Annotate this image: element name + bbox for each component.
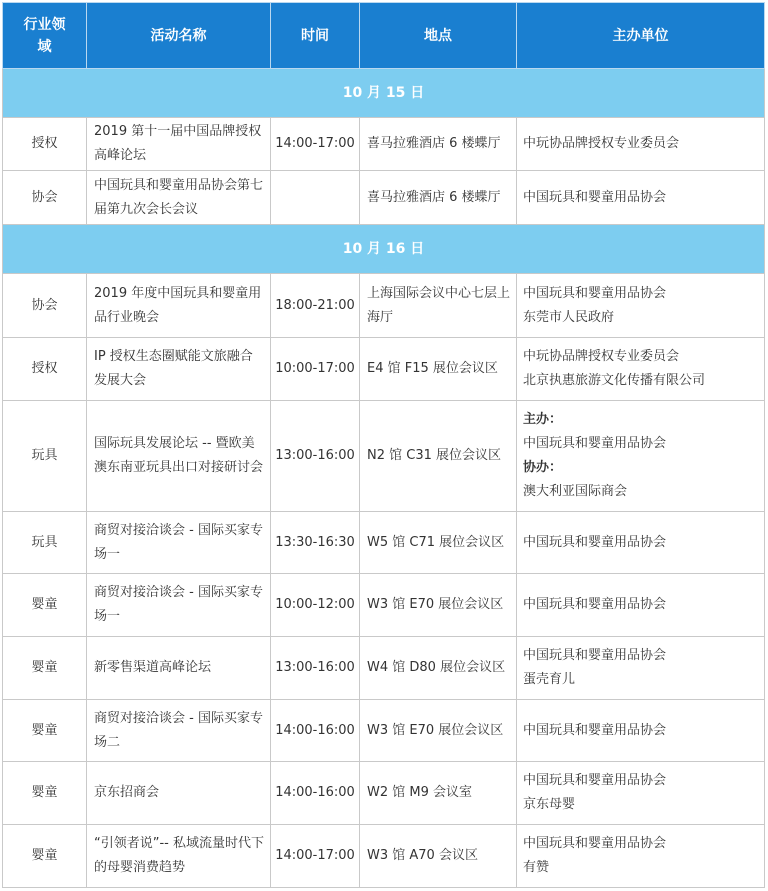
field-cell: 玩具: [3, 401, 87, 512]
field-cell: 婴童: [3, 574, 87, 637]
date-row: [3, 69, 765, 118]
table-row: [3, 700, 765, 762]
time-cell: 10:00-12:00: [271, 574, 360, 637]
organizer-name: 中国玩具和婴童用品协会: [523, 534, 667, 550]
time-cell: 14:00-17:00: [271, 825, 360, 888]
event-name-cell: 商贸对接洽谈会 - 国际买家专场一: [87, 512, 271, 574]
organizer-name: 蛋壳育儿: [523, 672, 576, 687]
location-cell: N2 馆 C31 展位会议区: [360, 401, 517, 512]
event-name-cell: 2019 年度中国玩具和婴童用品行业晚会: [87, 274, 271, 338]
time-cell: 13:30-16:30: [271, 512, 360, 574]
table-row: [3, 118, 765, 171]
organizer-cell: [517, 118, 765, 171]
organizer-name: 中国玩具和婴童用品协会: [523, 648, 667, 663]
event-name-cell: IP 授权生态圈赋能文旅融合发展大会: [87, 338, 271, 401]
field-cell: 协会: [3, 171, 87, 225]
header-time: 时间: [271, 3, 360, 69]
location-cell: W3 馆 A70 会议区: [360, 825, 517, 888]
field-cell: 玩具: [3, 512, 87, 574]
location-cell: E4 馆 F15 展位会议区: [360, 338, 517, 401]
organizer-name: 中玩协品牌授权专业委员会: [523, 349, 680, 364]
table-row: [3, 171, 765, 225]
event-name-cell: 中国玩具和婴童用品协会第七届第九次会长会议: [87, 171, 271, 225]
time-cell: 14:00-16:00: [271, 762, 360, 825]
event-schedule-table: [2, 2, 765, 888]
location-cell: W5 馆 C71 展位会议区: [360, 512, 517, 574]
organizer-name: 中国玩具和婴童用品协会: [523, 285, 667, 301]
field-cell: 婴童: [3, 637, 87, 700]
organizer-cell: [517, 401, 765, 512]
organizer-cell: [517, 637, 765, 700]
table-row: [3, 338, 765, 401]
organizer-name: 中国玩具和婴童用品协会: [523, 189, 667, 205]
header-organizer: 主办单位: [517, 3, 765, 69]
event-name-cell: 京东招商会: [87, 762, 271, 825]
organizer-name: 中玩协品牌授权专业委员会: [523, 136, 680, 151]
field-cell: 婴童: [3, 700, 87, 762]
field-cell: 婴童: [3, 762, 87, 825]
time-cell: 14:00-16:00: [271, 700, 360, 762]
organizer-name: 有赞: [523, 860, 550, 875]
table-row: [3, 574, 765, 637]
organizer-name: 中国玩具和婴童用品协会: [523, 836, 667, 851]
organizer-name: 京东母婴: [523, 797, 576, 812]
table-row: [3, 825, 765, 888]
organizer-cell: [517, 171, 765, 225]
organizer-cell: [517, 274, 765, 338]
time-cell: [271, 171, 360, 225]
location-cell: W3 馆 E70 展位会议区: [360, 574, 517, 637]
table-header: [3, 3, 765, 69]
organizer-cell: [517, 338, 765, 401]
time-cell: 18:00-21:00: [271, 274, 360, 338]
event-name-cell: 商贸对接洽谈会 - 国际买家专场二: [87, 700, 271, 762]
organizer-name: 澳大利亚国际商会: [523, 484, 628, 499]
date-label: 10 月 16 日: [3, 225, 765, 274]
organizer-name: 中国玩具和婴童用品协会: [523, 436, 667, 451]
header-event-name: 活动名称: [87, 3, 271, 69]
time-cell: 13:00-16:00: [271, 637, 360, 700]
field-cell: 授权: [3, 118, 87, 171]
organizer-role-label: 主办：: [523, 412, 563, 427]
field-cell: 授权: [3, 338, 87, 401]
location-cell: 喜马拉雅酒店 6 楼蝶厅: [360, 118, 517, 171]
event-name-cell: 国际玩具发展论坛 -- 暨欧美澳东南亚玩具出口对接研讨会: [87, 401, 271, 512]
organizer-name: 中国玩具和婴童用品协会: [523, 722, 667, 738]
header-location: 地点: [360, 3, 517, 69]
organizer-cell: [517, 574, 765, 637]
organizer-cell: [517, 512, 765, 574]
event-name-cell: “引领者说”-- 私域流量时代下的母婴消费趋势: [87, 825, 271, 888]
event-name-cell: 新零售渠道高峰论坛: [87, 637, 271, 700]
header-row: [3, 3, 765, 69]
location-cell: W2 馆 M9 会议室: [360, 762, 517, 825]
organizer-role-label: 协办：: [523, 460, 563, 475]
field-cell: 婴童: [3, 825, 87, 888]
organizer-name: 北京执惠旅游文化传播有限公司: [523, 373, 706, 388]
organizer-cell: [517, 825, 765, 888]
table-row: [3, 401, 765, 512]
organizer-cell: [517, 762, 765, 825]
table-row: [3, 762, 765, 825]
date-row: [3, 225, 765, 274]
event-name-cell: 2019 第十一届中国品牌授权高峰论坛: [87, 118, 271, 171]
table-row: [3, 512, 765, 574]
field-cell: 协会: [3, 274, 87, 338]
table-body: [3, 69, 765, 888]
table-row: [3, 637, 765, 700]
time-cell: 10:00-17:00: [271, 338, 360, 401]
time-cell: 13:00-16:00: [271, 401, 360, 512]
location-cell: W3 馆 E70 展位会议区: [360, 700, 517, 762]
organizer-cell: [517, 700, 765, 762]
table-row: [3, 274, 765, 338]
date-label: 10 月 15 日: [3, 69, 765, 118]
time-cell: 14:00-17:00: [271, 118, 360, 171]
organizer-name: 东莞市人民政府: [523, 309, 615, 325]
header-field: 行业领域: [3, 3, 87, 69]
organizer-name: 中国玩具和婴童用品协会: [523, 773, 667, 788]
location-cell: 喜马拉雅酒店 6 楼蝶厅: [360, 171, 517, 225]
location-cell: W4 馆 D80 展位会议区: [360, 637, 517, 700]
location-cell: 上海国际会议中心七层上海厅: [360, 274, 517, 338]
organizer-name: 中国玩具和婴童用品协会: [523, 597, 667, 612]
event-name-cell: 商贸对接洽谈会 - 国际买家专场一: [87, 574, 271, 637]
